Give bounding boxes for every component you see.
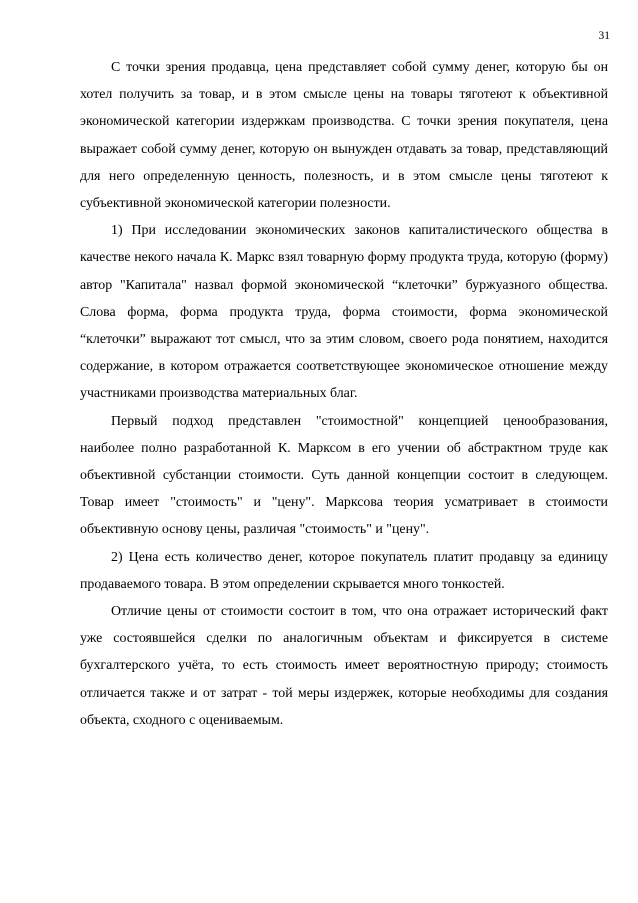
paragraph-marx-commodity-form: 1) При исследовании экономических законов капиталистического общества в качестве некого начала К. Маркс взял товарную форму продукта труда, которую (форму) автор "Капитала" назвал формой экономической “клеточки” буржуазного общества. Слова форма, форма продукта труда, форма стоимости, форма экономической “клеточки” выражают тот смысл, что за этим словом, своего рода понятием, находится содержание, в котором отражается соответствующее экономическое отношение между участниками производства материальных благ. [80, 223, 608, 402]
paragraph-value-concept: Первый подход представлен "стоимостной" концепцией ценообразования, наиболее полно разработанной К. Марксом в его учении об абстрактном труде как объективной субстанции стоимости. Суть данной концепции состоит в следующем. Товар имеет "стоимость" и "цену". Марксова теория усматривает в стоимости объективную основу цены, различая "стоимость" и "цену". [80, 413, 608, 538]
paragraph-seller-buyer-price: С точки зрения продавца, цена представляет собой сумму денег, которую бы он хотел получить за товар, и в этом смысле цены на товары тяготеют к объективной экономической категории издержкам производства. С точки зрения покупателя, цена выражает собой сумму денег, которую он вынужден отдавать за товар, представляющий для него определенную ценность, полезность, и в этом смысле цены тяготеют к субъективной экономической категории полезности. [80, 60, 608, 212]
paragraph-price-definition: 2) Цена есть количество денег, которое покупатель платит продавцу за единицу продаваемого товара. В этом определении скрывается много тонкостей. [80, 549, 608, 592]
body-text [80, 54, 608, 734]
page-number: 31 [598, 30, 610, 42]
paragraph-price-vs-value: Отличие цены от стоимости состоит в том, что она отражает исторический факт уже состоявшейся сделки по аналогичным объектам и фиксируется в системе бухгалтерского учёта, то есть стоимость имеет вероятностную природу; стоимость отличается также и от затрат - той меры издержек, которые необходимы для создания объекта, сходного с оцениваемым. [80, 604, 608, 728]
